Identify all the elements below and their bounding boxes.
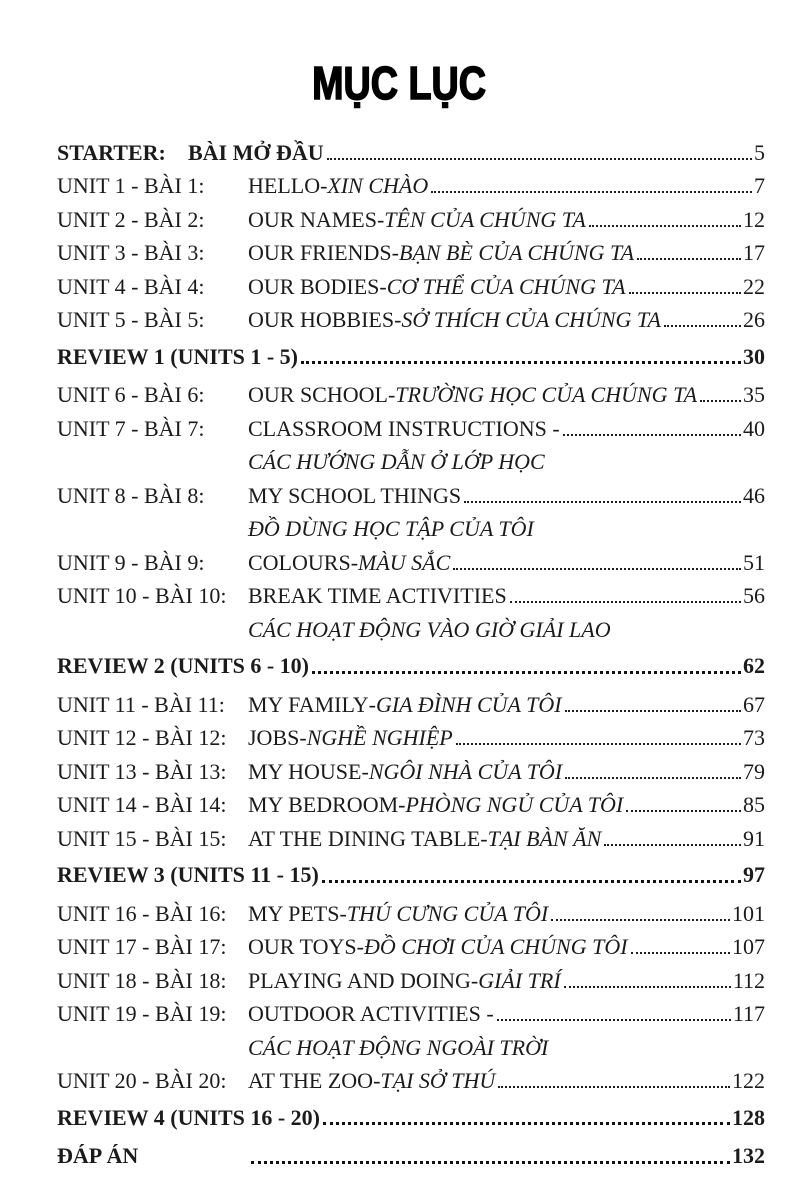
dot-leader (251, 1161, 730, 1164)
entry-label: UNIT 4 - BÀI 4: (57, 273, 205, 299)
entry-page-number: 85 (743, 792, 765, 818)
entry-title-vi: GIA ĐÌNH CỦA TÔI (375, 691, 562, 717)
toc-entry-dap-an (57, 1136, 765, 1170)
toc-entry-unit-3 (57, 233, 765, 267)
dot-leader (464, 501, 741, 503)
toc-entry-unit-19 (57, 994, 765, 1028)
entry-title-en: BREAK TIME ACTIVITIES (248, 583, 507, 609)
entry-title-en: OUR HOBBIES (248, 307, 395, 333)
entry-separator: - (350, 549, 359, 575)
entry-page-number: 40 (743, 415, 765, 441)
entry-label: STARTER: (57, 139, 166, 165)
entry-title-en: OUR SCHOOL (248, 382, 388, 408)
entry-label: UNIT 9 - BÀI 9: (57, 549, 205, 575)
toc-entry-unit-9 (57, 542, 765, 576)
entry-title-vi-continuation: ĐỒ DÙNG HỌC TẬP CỦA TÔI (248, 516, 534, 542)
dot-leader (301, 361, 741, 364)
entry-title-en: OUR BODIES (248, 273, 380, 299)
entry-label: UNIT 5 - BÀI 5: (57, 307, 205, 333)
entry-title-vi: TẠI BÀN ĂN (487, 825, 602, 851)
toc-entry-unit-17 (57, 927, 765, 961)
toc-entry-unit-10 (57, 576, 765, 610)
entry-title-en: MY SCHOOL THINGS (248, 482, 462, 508)
entry-page-number: 7 (754, 173, 765, 199)
entry-label: UNIT 1 - BÀI 1: (57, 173, 205, 199)
entry-separator: - (470, 967, 479, 993)
entry-separator: - (480, 825, 488, 851)
entry-page-number: 132 (732, 1143, 765, 1169)
entry-page-number: 17 (743, 240, 765, 266)
dot-leader (604, 844, 741, 846)
entry-separator: - (299, 725, 307, 751)
toc-entry-unit-18 (57, 960, 765, 994)
entry-separator: - (391, 240, 399, 266)
entry-title-vi: TẠI SỞ THÚ (380, 1068, 496, 1094)
entry-separator: - (356, 934, 364, 960)
entry-page-number: 91 (743, 825, 765, 851)
entry-separator: - (379, 273, 387, 299)
toc-entry-unit-5 (57, 300, 765, 334)
toc-entry-review-3 (57, 855, 765, 889)
dot-leader (551, 919, 730, 921)
entry-label: REVIEW 3 (UNITS 11 - 15) (57, 862, 319, 888)
entry-separator: - (398, 792, 406, 818)
toc-entry-starter (57, 132, 765, 166)
toc-entry-unit-1 (57, 166, 765, 200)
entry-title-vi: XIN CHÀO (327, 173, 429, 199)
entry-label: UNIT 11 - BÀI 11: (57, 691, 225, 717)
entry-title-en: OUR TOYS (248, 934, 357, 960)
entry-title-en: COLOURS (248, 549, 351, 575)
dot-leader (565, 777, 741, 779)
entry-label: REVIEW 1 (UNITS 1 - 5) (57, 343, 299, 369)
toc-entry-review-2 (57, 646, 765, 680)
entry-page-number: 67 (743, 691, 765, 717)
entry-title-en: OUTDOOR ACTIVITIES - (248, 1001, 494, 1027)
entry-title-en: JOBS (248, 725, 300, 751)
entry-label: REVIEW 2 (UNITS 6 - 10) (57, 653, 310, 679)
entry-title-vi: THÚ CƯNG CỦA TÔI (346, 900, 549, 926)
entry-page-number: 62 (743, 653, 765, 679)
entry-title-vi: TRƯỜNG HỌC CỦA CHÚNG TA (395, 382, 698, 408)
entry-title-vi-continuation: CÁC HOẠT ĐỘNG VÀO GIỜ GIẢI LAO (248, 616, 611, 642)
entry-label: UNIT 13 - BÀI 13: (57, 758, 227, 784)
dot-leader (498, 1086, 730, 1088)
entry-title-vi: TÊN CỦA CHÚNG TA (384, 206, 586, 232)
entry-page-number: 51 (743, 549, 765, 575)
toc-entry-unit-13 (57, 751, 765, 785)
toc-list (0, 132, 798, 1169)
entry-page-number: 107 (732, 934, 765, 960)
dot-leader (637, 258, 741, 260)
entry-title-en: CLASSROOM INSTRUCTIONS - (248, 415, 560, 441)
entry-title-vi: MÀU SẮC (358, 549, 451, 575)
entry-page-number: 22 (743, 273, 765, 299)
toc-entry-unit-6 (57, 375, 765, 409)
entry-label: UNIT 7 - BÀI 7: (57, 415, 205, 441)
entry-label: REVIEW 4 (UNITS 16 - 20) (57, 1104, 321, 1130)
page-title: MỤC LỤC (312, 57, 486, 109)
dot-leader (664, 325, 741, 327)
toc-entry-unit-15 (57, 818, 765, 852)
entry-label: UNIT 10 - BÀI 10: (57, 583, 227, 609)
toc-entry-unit-10-continuation (57, 609, 765, 643)
entry-title-en: AT THE ZOO (248, 1068, 374, 1094)
dot-leader (323, 1122, 730, 1125)
dot-leader (565, 710, 741, 712)
entry-title-vi: CƠ THỂ CỦA CHÚNG TA (386, 273, 626, 299)
dot-leader (312, 671, 741, 674)
entry-label: UNIT 3 - BÀI 3: (57, 240, 205, 266)
entry-title-vi: NGÔI NHÀ CỦA TÔI (368, 758, 563, 784)
toc-entry-unit-14 (57, 785, 765, 819)
entry-page-number: 35 (743, 382, 765, 408)
entry-label: UNIT 16 - BÀI 16: (57, 900, 227, 926)
entry-label: UNIT 15 - BÀI 15: (57, 825, 227, 851)
entry-title-en: AT THE DINING TABLE (248, 825, 481, 851)
entry-title-en: OUR NAMES (248, 206, 377, 232)
toc-entry-unit-20 (57, 1061, 765, 1095)
entry-title-vi: PHÒNG NGỦ CỦA TÔI (405, 792, 624, 818)
dot-leader (497, 1019, 731, 1021)
dot-leader (626, 810, 741, 812)
entry-separator: - (320, 173, 328, 199)
entry-separator: - (339, 900, 347, 926)
entry-separator: - (373, 1068, 381, 1094)
entry-label: UNIT 19 - BÀI 19: (57, 1001, 227, 1027)
dot-leader (453, 568, 741, 570)
entry-page-number: 112 (732, 967, 765, 993)
entry-title-vi-continuation: CÁC HOẠT ĐỘNG NGOÀI TRỜI (248, 1034, 549, 1060)
entry-separator: - (387, 382, 396, 408)
entry-separator: - (368, 691, 376, 717)
toc-entry-review-4 (57, 1097, 765, 1131)
toc-entry-unit-7-continuation (57, 442, 765, 476)
dot-leader (322, 880, 741, 883)
entry-title-vi: GIẢI TRÍ (478, 967, 561, 993)
entry-title-en: MY FAMILY (248, 691, 369, 717)
toc-entry-unit-7 (57, 408, 765, 442)
dot-leader (589, 225, 741, 227)
entry-page-number: 122 (732, 1068, 765, 1094)
entry-page-number: 101 (732, 900, 765, 926)
entry-title-vi: BẠN BÈ CỦA CHÚNG TA (398, 240, 635, 266)
dot-leader (327, 158, 752, 160)
entry-page-number: 79 (743, 758, 765, 784)
toc-entry-unit-8-continuation (57, 509, 765, 543)
dot-leader (631, 952, 730, 954)
entry-label: ĐÁP ÁN (57, 1143, 139, 1169)
entry-title-en: MY PETS (248, 900, 340, 926)
toc-entry-unit-8 (57, 475, 765, 509)
entry-page-number: 12 (743, 206, 765, 232)
toc-entry-unit-4 (57, 266, 765, 300)
dot-leader (564, 986, 731, 988)
entry-label: UNIT 12 - BÀI 12: (57, 725, 227, 751)
entry-title-vi-continuation: CÁC HƯỚNG DẪN Ở LỚP HỌC (248, 449, 545, 475)
entry-separator: - (361, 758, 369, 784)
entry-title-en: HELLO (248, 173, 321, 199)
entry-separator: - (394, 307, 402, 333)
dot-leader (510, 601, 741, 603)
entry-page-number: 26 (743, 307, 765, 333)
toc-entry-unit-2 (57, 199, 765, 233)
entry-label: UNIT 6 - BÀI 6: (57, 382, 205, 408)
entry-page-number: 5 (754, 139, 765, 165)
entry-page-number: 128 (732, 1104, 765, 1130)
entry-page-number: 117 (732, 1001, 765, 1027)
entry-title-en: OUR FRIENDS (248, 240, 392, 266)
entry-label: UNIT 8 - BÀI 8: (57, 482, 205, 508)
dot-leader (629, 292, 741, 294)
entry-label: UNIT 18 - BÀI 18: (57, 967, 227, 993)
toc-entry-unit-11 (57, 684, 765, 718)
entry-title-en: MY BEDROOM (248, 792, 399, 818)
entry-title-en: PLAYING AND DOING (248, 967, 471, 993)
toc-entry-unit-12 (57, 718, 765, 752)
entry-title-vi: ĐỒ CHƠI CỦA CHÚNG TÔI (363, 934, 628, 960)
entry-title-vi: SỞ THÍCH CỦA CHÚNG TA (401, 307, 661, 333)
toc-entry-unit-16 (57, 893, 765, 927)
entry-label: UNIT 2 - BÀI 2: (57, 206, 205, 232)
toc-entry-unit-19-continuation (57, 1027, 765, 1061)
toc-entry-review-1 (57, 336, 765, 370)
entry-title: BÀI MỞ ĐẦU (188, 139, 324, 165)
entry-title-vi: NGHỀ NGHIỆP (306, 725, 453, 751)
entry-label: UNIT 20 - BÀI 20: (57, 1068, 227, 1094)
entry-page-number: 46 (743, 482, 765, 508)
dot-leader (700, 400, 741, 402)
entry-page-number: 56 (743, 583, 765, 609)
dot-leader (563, 434, 741, 436)
entry-label: UNIT 17 - BÀI 17: (57, 934, 227, 960)
entry-separator: - (376, 206, 385, 232)
page-title-wrap (0, 56, 798, 112)
entry-page-number: 30 (743, 343, 765, 369)
dot-leader (456, 743, 741, 745)
dot-leader (431, 191, 752, 193)
entry-title-en: MY HOUSE (248, 758, 362, 784)
entry-page-number: 73 (743, 725, 765, 751)
entry-label: UNIT 14 - BÀI 14: (57, 792, 227, 818)
entry-page-number: 97 (743, 862, 765, 888)
